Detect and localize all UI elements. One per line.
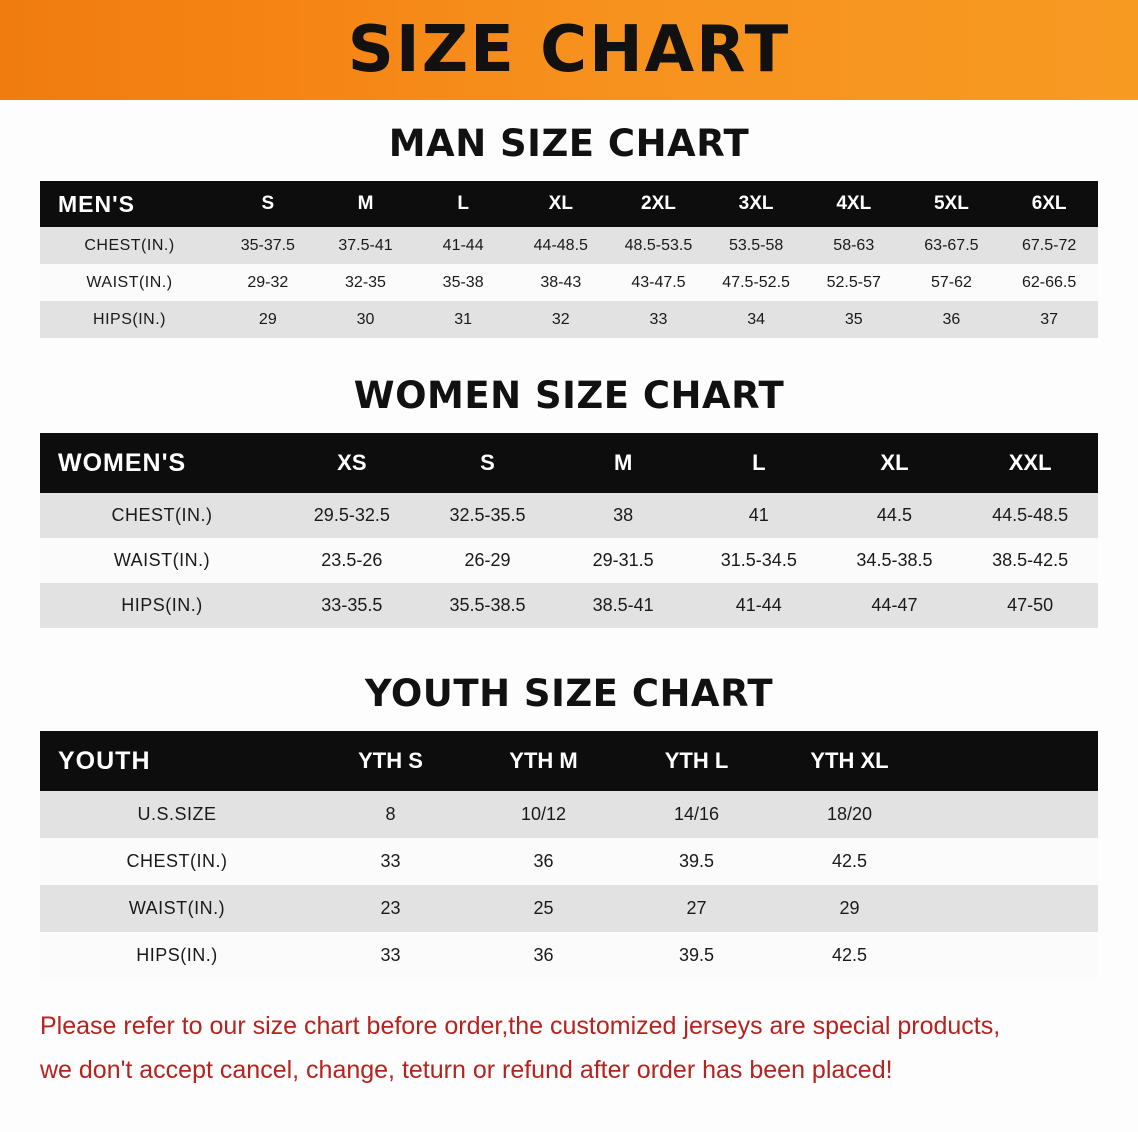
youth-table-header	[40, 731, 1098, 791]
men-chest-m: 37.5-41	[338, 236, 393, 254]
youth-section-title: YOUTH SIZE CHART	[364, 672, 774, 715]
women-size-table	[40, 433, 1098, 628]
men-row-waist-label: WAIST(IN.)	[86, 273, 173, 291]
women-header-label: WOMEN'S	[58, 448, 187, 477]
women-header-xs: XS	[337, 450, 367, 475]
men-hips-xl: 32	[551, 310, 570, 328]
youth-hips-yth-s: 33	[380, 945, 401, 965]
youth-row-waist-label: WAIST(IN.)	[128, 898, 226, 918]
women-waist-xxl: 38.5-42.5	[992, 550, 1069, 570]
youth-chest-yth-l: 39.5	[678, 851, 715, 871]
youth-size-table	[40, 731, 1098, 979]
youth-ussize-yth-m: 10/12	[520, 804, 567, 824]
men-hips-l: 31	[454, 310, 473, 328]
men-header-l: L	[457, 193, 469, 214]
men-hips-m: 30	[356, 310, 375, 328]
men-waist-xl: 38-43	[540, 273, 582, 291]
table-row	[40, 493, 1098, 538]
youth-waist-yth-m: 25	[533, 898, 554, 918]
men-chest-6xl: 67.5-72	[1021, 236, 1077, 254]
youth-header-yth-xl: YTH XL	[810, 748, 889, 773]
youth-ussize-yth-xl: 18/20	[826, 804, 873, 824]
women-header-l: L	[752, 450, 766, 475]
youth-ussize-yth-l: 14/16	[673, 804, 720, 824]
women-chest-s: 32.5-35.5	[449, 505, 526, 525]
women-table-body	[40, 493, 1098, 628]
youth-row-chest-label: CHEST(IN.)	[126, 851, 228, 871]
women-header-s: S	[480, 450, 495, 475]
youth-ussize-yth-s: 8	[385, 804, 396, 824]
women-waist-l: 31.5-34.5	[720, 550, 797, 570]
men-chest-s: 35-37.5	[240, 236, 295, 254]
man-table-wrap	[0, 181, 1138, 338]
table-row	[40, 301, 1098, 338]
men-header-xl: XL	[548, 193, 573, 214]
youth-hips-yth-l: 39.5	[678, 945, 715, 965]
youth-waist-spacer	[926, 885, 1098, 932]
men-header-4xl: 4XL	[836, 193, 872, 214]
disclaimer-note	[0, 1005, 1138, 1093]
men-header-2xl: 2XL	[641, 193, 676, 214]
men-header-6xl: 6XL	[1031, 193, 1067, 214]
men-chest-5xl: 63-67.5	[924, 236, 979, 254]
table-row	[40, 583, 1098, 628]
men-header-5xl: 5XL	[933, 193, 969, 214]
youth-waist-yth-l: 27	[686, 898, 707, 918]
women-header-xl: XL	[880, 450, 909, 475]
man-section-title: MAN SIZE CHART	[388, 122, 750, 165]
table-row	[40, 885, 1098, 932]
women-header-xxl: XXL	[1008, 450, 1052, 475]
men-hips-2xl: 33	[649, 310, 668, 328]
women-hips-l: 41-44	[735, 595, 782, 615]
table-row	[40, 838, 1098, 885]
women-waist-s: 26-29	[464, 550, 511, 570]
men-waist-l: 35-38	[442, 273, 484, 291]
table-header-row	[40, 181, 1098, 227]
men-table-header	[40, 181, 1098, 227]
men-waist-2xl: 43-47.5	[631, 273, 686, 291]
youth-header-label: YOUTH	[58, 746, 151, 775]
youth-hips-yth-xl: 42.5	[831, 945, 868, 965]
men-chest-2xl: 48.5-53.5	[624, 236, 693, 254]
youth-waist-yth-s: 23	[380, 898, 401, 918]
table-header-row	[40, 731, 1098, 791]
men-header-s: S	[261, 193, 275, 214]
women-waist-m: 29-31.5	[592, 550, 654, 570]
youth-header-spacer	[926, 731, 1098, 791]
table-row	[40, 791, 1098, 838]
men-size-table	[40, 181, 1098, 338]
women-hips-xxl: 47-50	[1007, 595, 1054, 615]
women-hips-xs: 33-35.5	[321, 595, 383, 615]
banner	[0, 0, 1138, 100]
men-hips-5xl: 36	[942, 310, 961, 328]
youth-row-ussize-label: U.S.SIZE	[137, 804, 217, 824]
table-row	[40, 538, 1098, 583]
youth-hips-yth-m: 36	[533, 945, 554, 965]
men-chest-l: 41-44	[442, 236, 484, 254]
women-waist-xs: 23.5-26	[321, 550, 383, 570]
youth-header-yth-s: YTH S	[358, 748, 423, 773]
men-hips-6xl: 37	[1040, 310, 1059, 328]
women-table-header	[40, 433, 1098, 493]
youth-hips-spacer	[926, 932, 1098, 979]
youth-chest-yth-xl: 42.5	[831, 851, 868, 871]
women-table-wrap	[0, 433, 1138, 628]
men-table-body	[40, 227, 1098, 338]
youth-table-body	[40, 791, 1098, 979]
women-hips-xl: 44-47	[871, 595, 918, 615]
women-row-hips-label: HIPS(IN.)	[121, 595, 203, 615]
men-header-3xl: 3XL	[738, 193, 774, 214]
men-waist-s: 29-32	[247, 273, 289, 291]
women-chest-l: 41	[748, 505, 769, 525]
men-waist-4xl: 52.5-57	[826, 273, 881, 291]
men-chest-4xl: 58-63	[833, 236, 875, 254]
men-hips-4xl: 35	[844, 310, 863, 328]
women-chest-m: 38	[613, 505, 634, 525]
youth-chest-spacer	[926, 838, 1098, 885]
women-chest-xs: 29.5-32.5	[313, 505, 390, 525]
women-hips-s: 35.5-38.5	[449, 595, 526, 615]
women-chest-xxl: 44.5-48.5	[992, 505, 1069, 525]
banner-title: SIZE CHART	[347, 13, 791, 87]
men-header-m: M	[357, 193, 374, 214]
men-header-label: MEN'S	[58, 190, 135, 217]
youth-header-yth-m: YTH M	[509, 748, 578, 773]
men-waist-3xl: 47.5-52.5	[722, 273, 790, 291]
youth-ussize-spacer	[926, 791, 1098, 838]
youth-header-yth-l: YTH L	[664, 748, 729, 773]
youth-waist-yth-xl: 29	[839, 898, 860, 918]
women-row-waist-label: WAIST(IN.)	[113, 550, 211, 570]
women-row-chest-label: CHEST(IN.)	[111, 505, 213, 525]
women-chest-xl: 44.5	[876, 505, 912, 525]
men-row-hips-label: HIPS(IN.)	[93, 310, 166, 328]
men-chest-3xl: 53.5-58	[728, 236, 784, 254]
youth-chest-yth-s: 33	[380, 851, 401, 871]
table-header-row	[40, 433, 1098, 493]
men-hips-s: 29	[258, 310, 277, 328]
men-waist-m: 32-35	[345, 273, 386, 291]
men-waist-5xl: 57-62	[930, 273, 972, 291]
women-header-m: M	[613, 450, 633, 475]
disclaimer-line-1: Please refer to our size chart before order,the customized jerseys are special products,	[40, 1012, 1001, 1040]
women-section-title: WOMEN SIZE CHART	[353, 374, 785, 417]
table-row	[40, 932, 1098, 979]
men-waist-6xl: 62-66.5	[1021, 273, 1077, 291]
men-chest-xl: 44-48.5	[533, 236, 588, 254]
youth-row-hips-label: HIPS(IN.)	[136, 945, 218, 965]
men-row-chest-label: CHEST(IN.)	[84, 236, 175, 254]
youth-chest-yth-m: 36	[533, 851, 554, 871]
women-hips-m: 38.5-41	[592, 595, 654, 615]
table-row	[40, 227, 1098, 264]
men-hips-3xl: 34	[747, 310, 765, 328]
women-waist-xl: 34.5-38.5	[856, 550, 933, 570]
disclaimer-line-2: we don't accept cancel, change, teturn or refund after order has been placed!	[40, 1055, 893, 1084]
youth-table-wrap	[0, 731, 1138, 979]
table-row	[40, 264, 1098, 301]
